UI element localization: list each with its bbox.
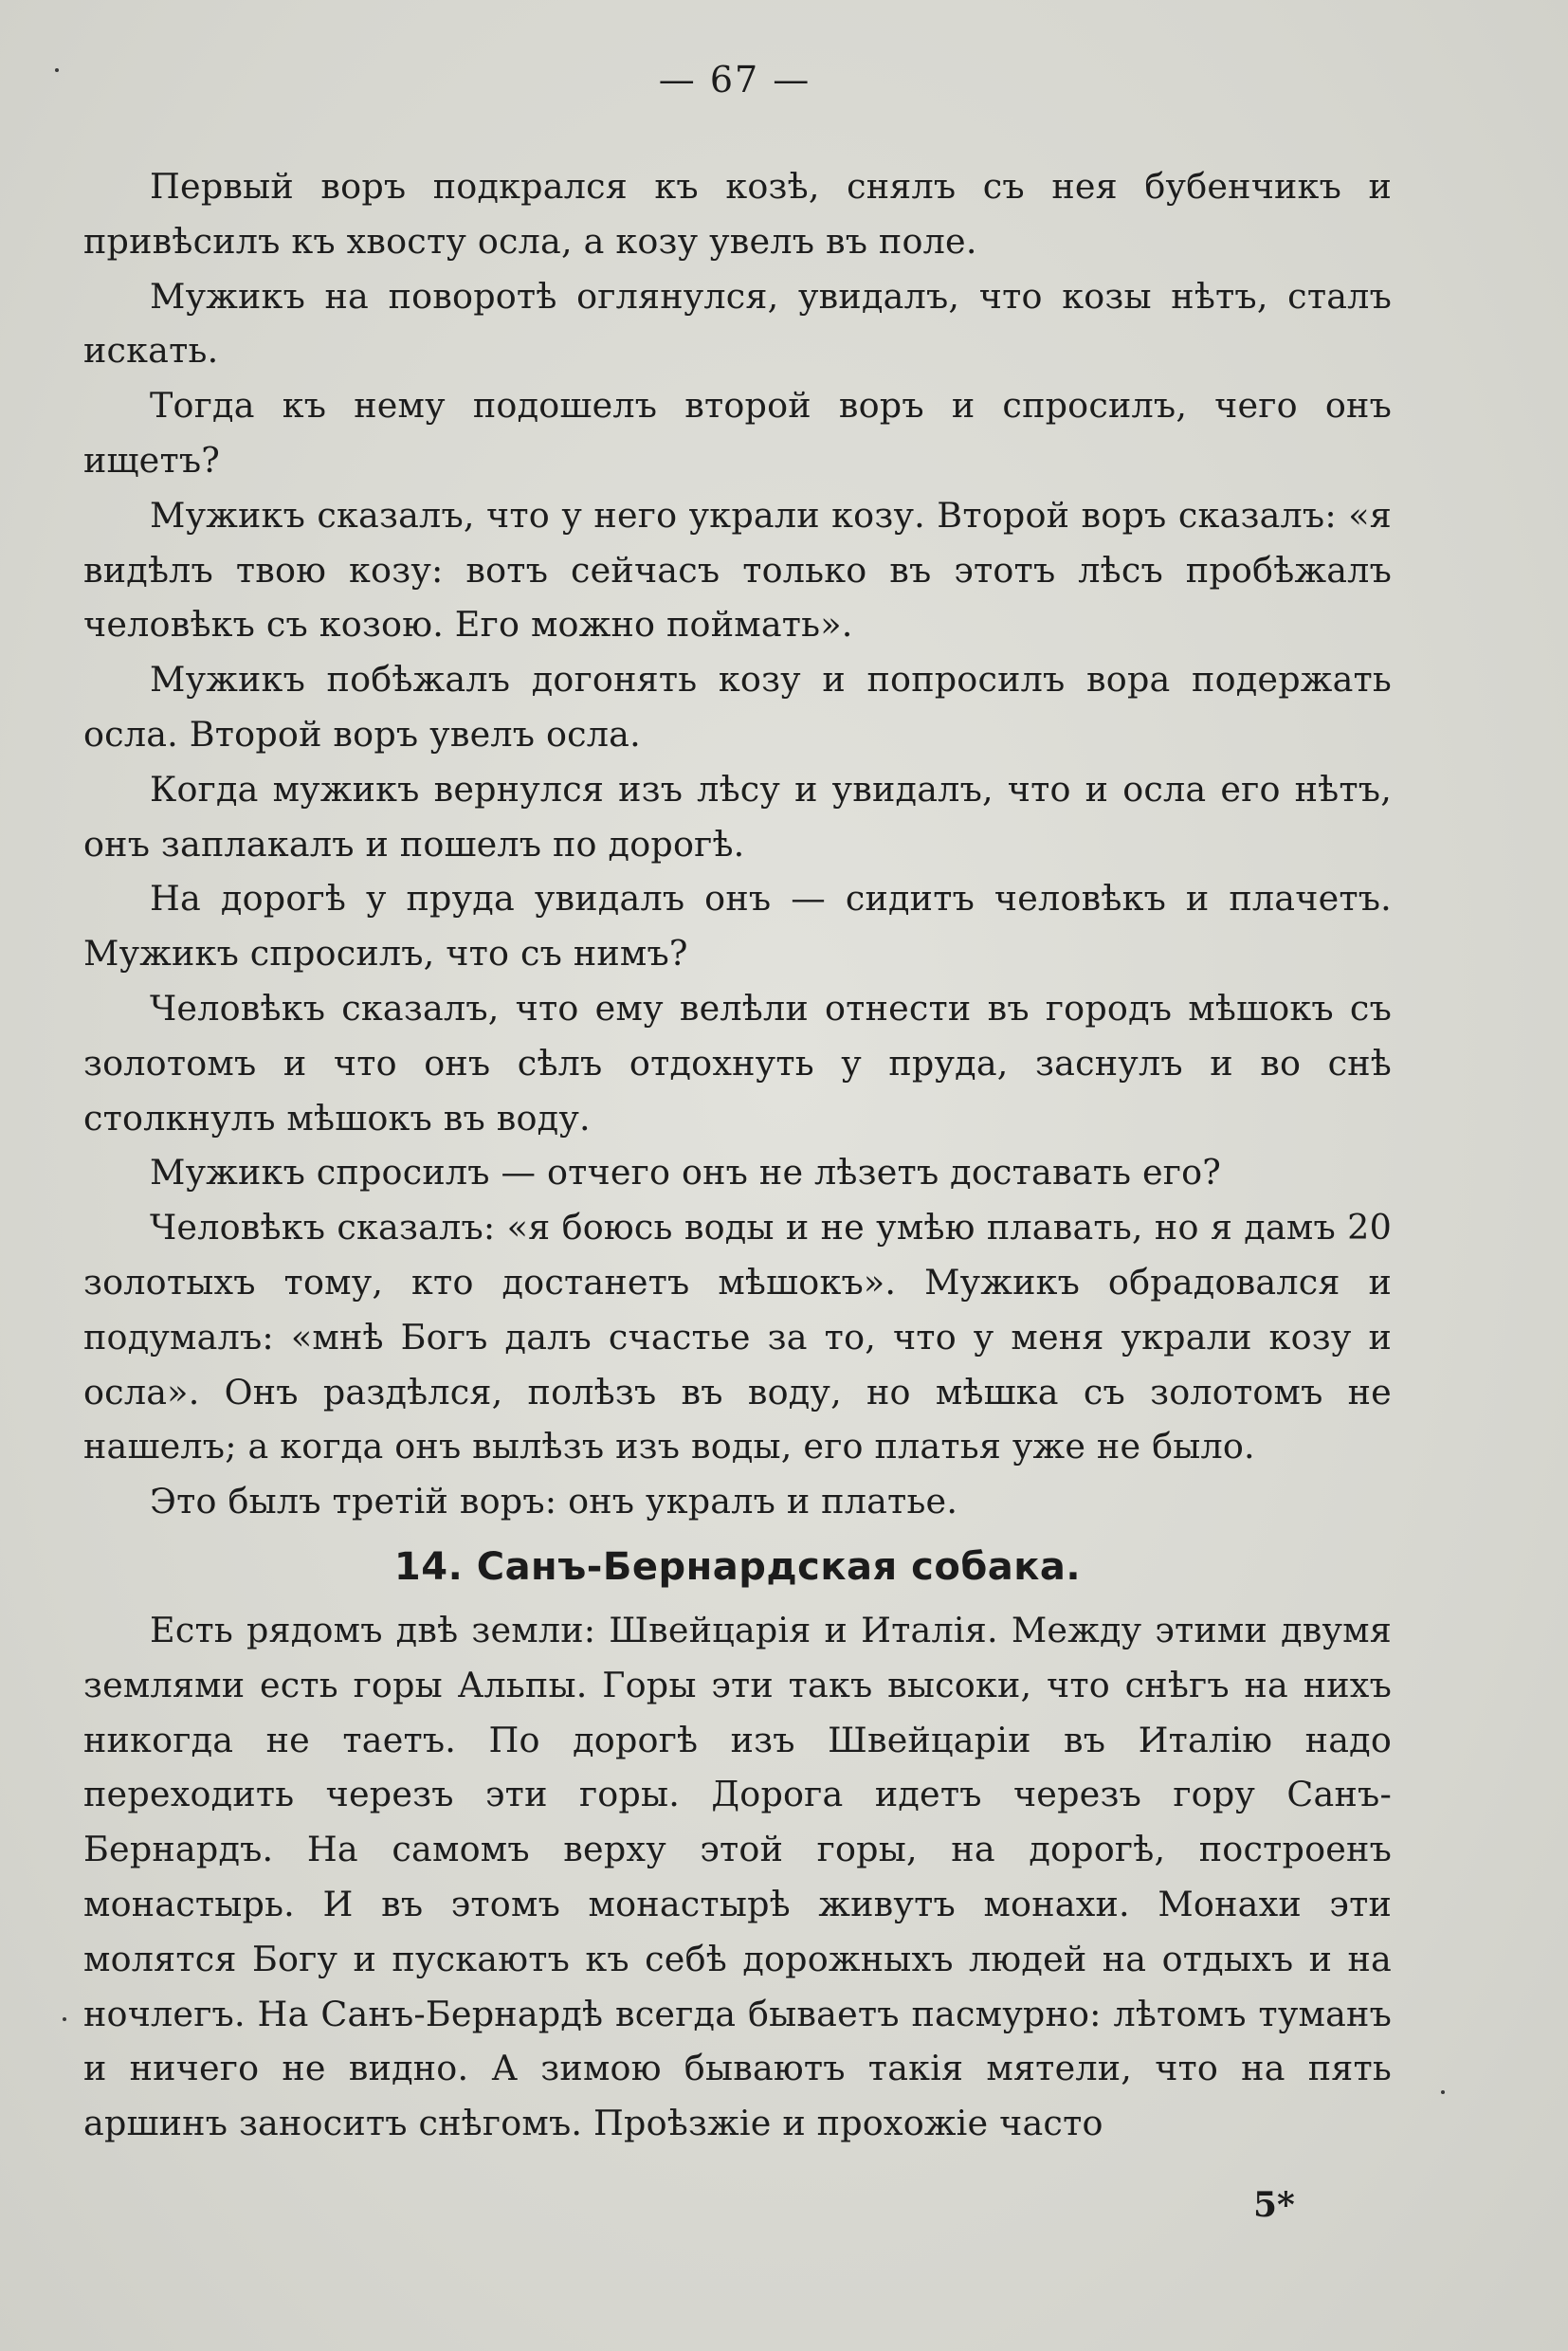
ink-speck [63,2017,66,2021]
paragraph: Мужикъ спросилъ — отчего онъ не лѣзетъ доставать его? [150,1152,1222,1194]
section-heading: 14. Санъ-Бернардская собака. [393,1544,1082,1589]
paragraph: Человѣкъ сказалъ: «я боюсь воды и не умѣю плавать, но я дамъ 20 золотыхъ тому, кто достанетъ мѣшокъ». Мужикъ обрадовался и подумалъ: «мнѣ Богъ далъ счастье за то, что у меня украли козу и осла». Онъ раздѣлся, полѣзъ въ воду, но мѣшка съ золотомъ не нашелъ; а когда онъ вылѣзъ изъ воды, его платья уже не было. [83,1207,1392,1467]
paragraph: Мужикъ сказалъ, что у него украли козу. Второй воръ сказалъ: «я видѣлъ твою козу: вотъ сейчасъ только въ этотъ лѣсъ пробѣжалъ человѣкъ съ козою. Его можно поймать». [83,494,1392,646]
paragraph: Мужикъ побѣжалъ догонять козу и попросилъ вора подержать осла. Второй воръ увелъ осла. [83,659,1392,755]
page-number: — 67 — [658,59,811,100]
paragraph: Это былъ третій воръ: онъ укралъ и платье. [150,1481,958,1522]
ink-speck [1441,2090,1445,2094]
paragraph: Мужикъ на поворотѣ оглянулся, увидалъ, что козы нѣтъ, сталъ искать. [83,275,1392,372]
ink-speck [55,68,59,72]
paragraph: На дорогѣ у пруда увидалъ онъ — сидитъ человѣкъ и плачетъ. Мужикъ спросилъ, что съ нимъ? [83,878,1392,975]
paragraph: Первый воръ подкрался къ козѣ, снялъ съ нея бубенчикъ и привѣсилъ къ хвосту осла, а козу увелъ въ поле. [83,166,1392,262]
page-body [83,159,1392,2151]
paragraph: Тогда къ нему подошелъ второй воръ и спросилъ, чего онъ ищетъ? [83,385,1392,481]
paragraph: Есть рядомъ двѣ земли: Швейцарія и Италія. Между этими двумя землями есть горы Альпы. Горы эти такъ высоки, что снѣгъ на нихъ никогда не таетъ. По дорогѣ изъ Швейцаріи въ Италію надо переходить черезъ эти горы. Дорога идетъ черезъ гору Санъ-Бернардъ. На самомъ верху этой горы, на дорогѣ, построенъ монастырь. И въ этомъ монастырѣ живутъ монахи. Монахи эти молятся Богу и пускаютъ къ себѣ дорожныхъ людей на отдыхъ и на ночлегъ. На Санъ-Бернардѣ всегда бываетъ пасмурно: лѣтомъ туманъ и ничего не видно. А зимою бываютъ такія мятели, что на пять аршинъ заноситъ снѣгомъ. Проѣзжіе и прохожіе часто [83,1609,1392,2144]
paragraph: Человѣкъ сказалъ, что ему велѣли отнести въ городъ мѣшокъ съ золотомъ и что онъ сѣлъ отдохнуть у пруда, заснулъ и во снѣ столкнулъ мѣшокъ въ воду. [83,987,1392,1139]
printer-signature-mark: 5* [1253,2185,1295,2225]
paragraph: Когда мужикъ вернулся изъ лѣсу и увидалъ, что и осла его нѣтъ, онъ заплакалъ и пошелъ по дорогѣ. [83,768,1392,865]
